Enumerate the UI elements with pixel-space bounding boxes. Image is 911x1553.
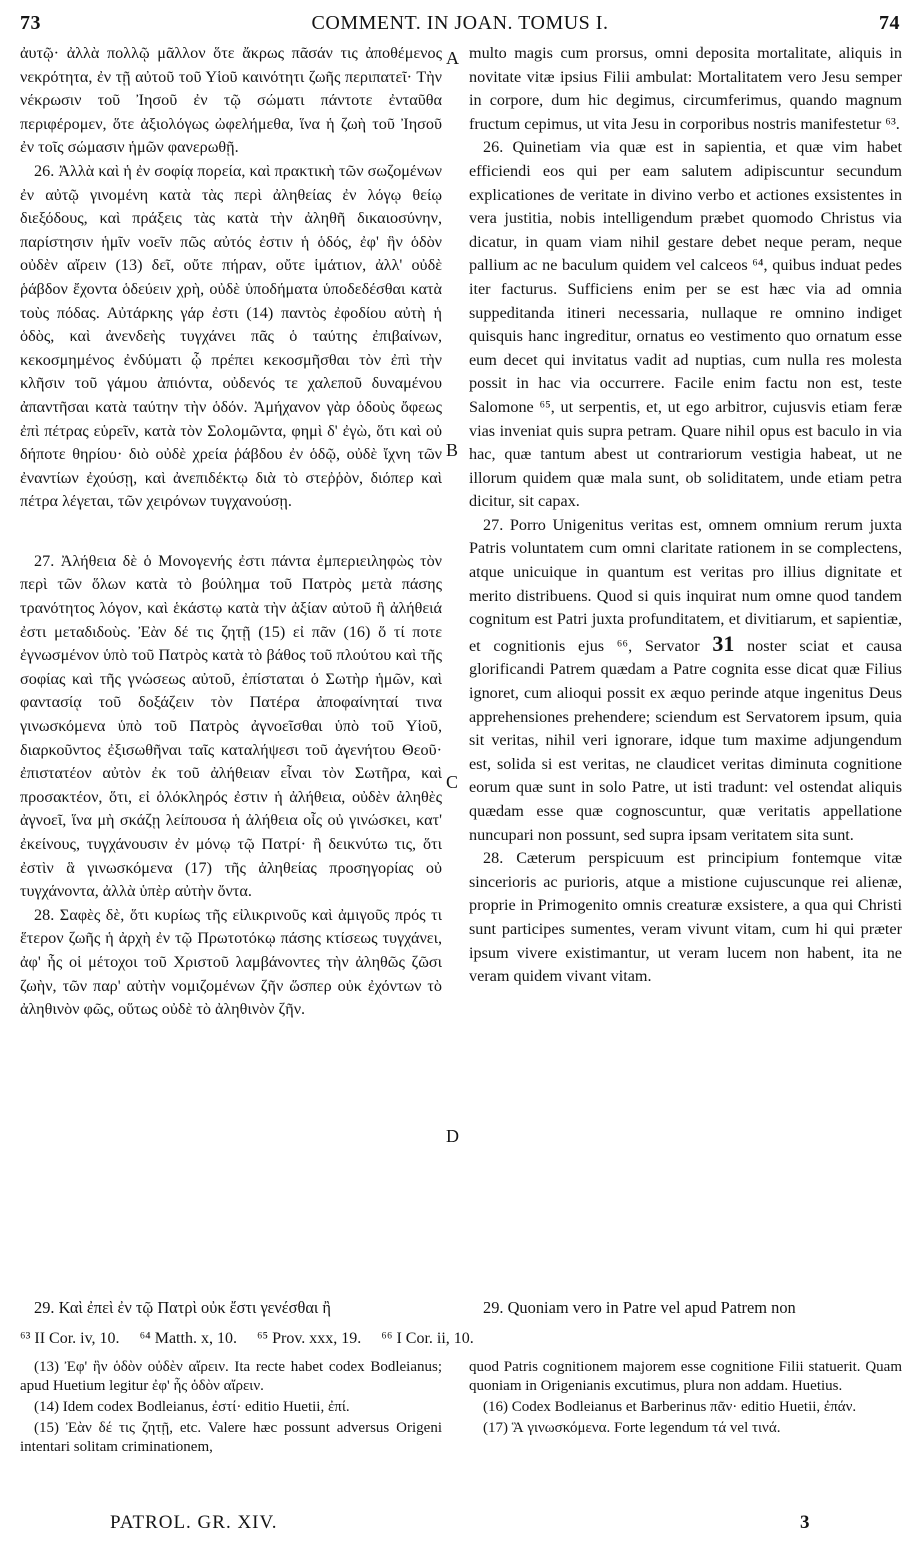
footnotes-left — [20, 1358, 442, 1459]
latin-paragraph-28: 28. Cæterum perspicuum est principium fontemque vitæ sincerioris ac purioris, atque a mistione cujuscunque rei alienæ, proprie in Primogenito omnis creaturæ exsistere, a qua qui Christi sunt participes sumentes, veram vivunt vitam, cum hi qui præter ipsum vivere existimantur, ut veram lucem non habent, ita ne veram quidem vivant vitam. — [469, 849, 902, 986]
scripture-references — [20, 1328, 900, 1350]
page-footer — [20, 1512, 900, 1540]
latin-paragraph-26: 26. Quinetiam via quæ est in sapientia, et quæ vim habet efficiendi eos qui per eam salutem adipiscuntur secundum explicationes de veritate in divino verbo et actiones exsistentes in vera justitia, nobis intelligendum præbet quomodo Christus via dicatur, in quam viam nihil gestare debet neque peram, neque pallium ac ne baculum quidem vel calceos ⁶⁴, quibus induat pedes iter facturus. Sufficiens enim per se est hæc via ad omnia suppeditanda itineri necessaria, nullaque re omnino indiget quisquis hanc ingreditur, ornatus eo vestimento quo ornatum esse eum decet qui invitatus vadit ad nuptias, cum nulla res molesta possit in hac via occurrere. Facile enim factu non est, teste Salomone ⁶⁵, ut serpentis, et, ut ego arbitror, cujusvis etiam feræ vias inveniat quis supra petram. Quare nihil opus est baculo in via hac, quæ tantum abest ut contrariorum vestigia habeat, ut ne illorum quidem quæ mala sunt, ob soliditatem, unde etiam petra dicitur, sit capax. — [469, 138, 902, 511]
latin-paragraph-29: 29. Quoniam vero in Patre vel apud Patrem non — [483, 1298, 796, 1317]
latin-paragraph-27-part2: noster sciat et causa glorificandi Patrem quædam a Patre cognita esse dicat quæ Filius ignoret, cum alioqui possit ex æquo perinde atque ingenitus Deus apprehensiones prehendere; sciendum est Servatorem ipsum, quia sit veritas, nihil veri ignorare, idque tum maxime adjungendum est, solida si est veritas, ne claudicet veritas diminuta cognitione eorum quæ sunt in solo Patre, ut isti tradunt: vel ostendat aliquis quædam esse quæ cognoscuntur, quæ veritatis appellatione nuncupari non possunt, sed supra ipsam veritatem sita sunt. — [469, 636, 903, 844]
reference-63: ⁶³ II Cor. iv, 10. — [20, 1330, 120, 1347]
margin-marker-c: C — [446, 772, 459, 792]
footnote-15-continued: quod Patris cognitionem majorem esse cognitione Filii statuerit. Quam quoniam in Origenianis excutimus, plura non addam. Huetius. — [469, 1359, 902, 1394]
margin-marker-d: D — [446, 1126, 459, 1146]
footnote-17: (17) Ἃ γινωσκόμενα. Forte legendum τά vel τινά. — [483, 1420, 781, 1436]
greek-paragraph-28: 28. Σαφὲς δὲ, ὅτι κυρίως τῆς εἰλικρινοῦς καὶ ἀμιγοῦς πρός τι ἕτερον ζωῆς ἡ ἀρχὴ ἐν τῷ Πρωτοτόκῳ πάσης κτίσεως τυγχάνει, ἀφ' ἧς οἱ μέτοχοι τοῦ Χριστοῦ λαμβάνοντες τὴν ἀληθῶς ζῶσι ζωὴν, τῶν παρ' αὐτὴν νομιζομένων ζῆν ὥσπερ οὐκ ἐχόντων τὸ ἀληθινὸν φῶς, οὕτως οὐδὲ τὸ ἀληθινὸν ζῆν. — [20, 905, 442, 1019]
reference-64: ⁶⁴ Matth. x, 10. — [139, 1330, 237, 1347]
margin-marker-b: B — [446, 440, 459, 460]
footnote-14: (14) Idem codex Bodleianus, ἐστί· editio Huetii, ἐπί. — [34, 1399, 350, 1415]
column-number: 31 — [712, 630, 735, 656]
footnote-15: (15) Ἐὰν δέ τις ζητῇ, etc. Valere hæc possunt adversus Origeni intentari solitam criminationem, — [20, 1420, 442, 1455]
latin-paragraph-27-part1: 27. Porro Unigenitus veritas est, omnem omnium rerum juxta Patris voluntatem cum omni claritate rationem in se complectens, atque unicuique in quantum est veritas pro illius dignitate et merito distribuens. Quod si quis inquirat num omne quod tandem cognitum est Patri juxta profunditatem, et divitiarum, et sapientiæ, et cognitionis ejus ⁶⁶, Servator — [469, 515, 902, 655]
reference-65: ⁶⁵ Prov. xxx, 19. — [256, 1330, 362, 1347]
greek-paragraph-27: 27. Ἀλήθεια δὲ ὁ Μονογενής ἐστι πάντα ἐμπεριειληφὼς τὸν περὶ τῶν ὅλων κατὰ τὸ βούλημα τοῦ Πατρὸς μετὰ πάσης τρανότητος λόγον, καὶ ἑκάστῳ κατὰ τὴν ἀξίαν αὐτοῦ ἣ ἀλήθειά ἐστι μεταδιδοὺς. Ἐὰν δέ τις ζητῇ (15) εἰ πᾶν (16) ὅ τί ποτε ἐγνωσμένον ὑπὸ τοῦ Πατρὸς κατὰ τὸ βάθος τοῦ πλούτου καὶ τῆς σοφίας καὶ τῆς γνώσεως αὐτοῦ, ἐπίσταται ὁ Σωτὴρ ἡμῶν, καὶ φαντασίᾳ τοῦ δοξάζειν τὸν Πατέρα ἀποφαίνηταί τινα γινωσκόμενα ὑπὸ τοῦ Πατρὸς ἀγνοεῖσθαι ὑπὸ τοῦ Υἱοῦ, διαρκοῦντος ἐξισωθῆναι ταῖς καταλήψεσι τοῦ ἀγενήτου Θεοῦ· ἐπιστατέον αὐτὸν ἐκ τοῦ ἀλήθειαν εἶναι τὸν Σωτῆρα, καὶ προσακτέον, ὅτι, εἰ ὁλόκληρός ἐστιν ἡ ἀλήθεια, οὐδὲν ἀληθὲς ἀγνοεῖ, ἵνα μὴ σκάζῃ λείπουσα ἡ ἀλήθεια οἷς οὐ γινώσκει, κατ' ἐκείνους, τυγχάνουσιν ἐν μόνῳ τῷ Πατρί· ἢ δεικνύτω τις, ὅτι ἐστὶν ἃ γινωσκόμενα (17) τῆς ἀληθείας προσηγορίας οὐ τυγχάνοντα, ἀλλὰ ὑπὲρ αὐτὴν ὄντα. — [20, 551, 442, 901]
gathering-number: 3 — [800, 1512, 810, 1533]
reference-66: ⁶⁶ I Cor. ii, 10. — [381, 1330, 474, 1347]
greek-paragraph-intro: ἀυτῷ· ἀλλὰ πολλῷ μᾶλλον ὅτε ἄκρως πᾶσάν τις ἀποθέμενος νεκρότητα, ἐν τῇ αὐτοῦ τοῦ Υἱοῦ καινότητι ζωῆς περιπατεῖ· Τὴν νέκρωσιν τοῦ Ἰησοῦ ἐν τῷ σώματι πάντοτε ἐνταῦθα περιφέρομεν, ὅτε ἀξιολόγως ὠφελήμεθα, ἵνα ἡ ζωὴ τοῦ Ἰησοῦ ἐν τοῖς σώμασιν ἡμῶν φανερωθῇ. — [20, 44, 442, 157]
greek-column — [20, 42, 442, 1022]
greek-paragraph-29: 29. Καὶ ἐπεὶ ἐν τῷ Πατρὶ οὐκ ἔστι γενέσθαι ἢ — [34, 1298, 331, 1317]
footnote-16: (16) Codex Bodleianus et Barberinus πᾶν· editio Huetii, ἐπάν. — [483, 1399, 857, 1415]
margin-marker-a: A — [446, 48, 459, 68]
page-number-left: 73 — [20, 12, 41, 34]
page-header — [20, 8, 900, 36]
latin-paragraph-27 — [469, 514, 902, 847]
footnote-13: (13) Ἐφ' ἣν ὁδὸν οὐδὲν αἴρειν. Ita recte habet codex Bodleianus; apud Huetium legitur ἐφ' ἧς ὁδὸν αἴρειν. — [20, 1359, 442, 1394]
volume-signature: PATROL. GR. XIV. — [110, 1512, 278, 1533]
footnotes-right — [469, 1358, 902, 1440]
page-number-right: 74 — [879, 12, 900, 34]
latin-column — [469, 42, 902, 989]
running-title: COMMENT. IN JOAN. TOMUS I. — [311, 12, 609, 34]
greek-paragraph-26: 26. Ἀλλὰ καὶ ἡ ἐν σοφίᾳ πορεία, καὶ πρακτικὴ τῶν σωζομένων ἐν αὐτῷ γινομένη κατὰ τὰς περὶ ἀληθείας ἐν λόγῳ θείῳ διεξόδους, καὶ πράξεις τὰς κατὰ τὴν ἀληθῆ δικαιοσύνην, παρίστησιν ἡμῖν νοεῖν πῶς αὐτός ἐστιν ἡ ὁδός, ἐφ' ἣν ὁδὸν οὐδὲν αἴρειν (13) δεῖ, οὔτε πήραν, οὔτε ἱμάτιον, ἀλλ' οὐδὲ ῥάβδον ἔχοντα ὁδεύειν χρὴ, οὐδὲ ὑποδήματα ὑποδεδέσθαι κατὰ τοὺς πόδας. Αὐτάρκης γάρ ἐστι (14) παντὸς ἐφοδίου αὐτὴ ἡ ὁδὸς, καὶ ἀνενδεὴς τυγχάνει πᾶς ὁ ταύτης ἐπιβαίνων, κεκοσμημένος ἐνδύματι ᾧ πρέπει κεκοσμῆσθαι τὸν ἐπὶ τὴν κλῆσιν τοῦ γάμου ἀπιόντα, οὐδενός τε χαλεποῦ δυναμένου ἀπαντῆσαι κατὰ ταύτην τὴν ὁδόν. Ἀμήχανον γὰρ ὁδοὺς ὄφεως ἐπὶ πέτρας εὑρεῖν, κατὰ τὸν Σολομῶντα, φημὶ δ' ἐγὼ, ὅτι καὶ οὐ δήποτε θηρίου· διὸ οὐδὲ χρεία ῥάβδου ἐν ὁδῷ, οὐδὲ ἴχνη τῶν ἐναντίων ἐχούσῃ, καὶ ἀνεπιδέκτῳ διὰ τὸ στεῤῥὸν, διόπερ καὶ πέτρα λέγεται, τῶν χειρόνων τυγχανούσῃ. — [20, 161, 442, 511]
latin-paragraph-intro: multo magis cum prorsus, omni deposita mortalitate, aliquis in novitate vitæ ipsius Filii ambulat: Mortalitatem vero Jesu semper in corpore, dum hic degimus, circumferimus, quando magnum fructum cepimus, ut vita Jesu in corporibus nostris manifestetur ⁶³. — [469, 44, 902, 133]
